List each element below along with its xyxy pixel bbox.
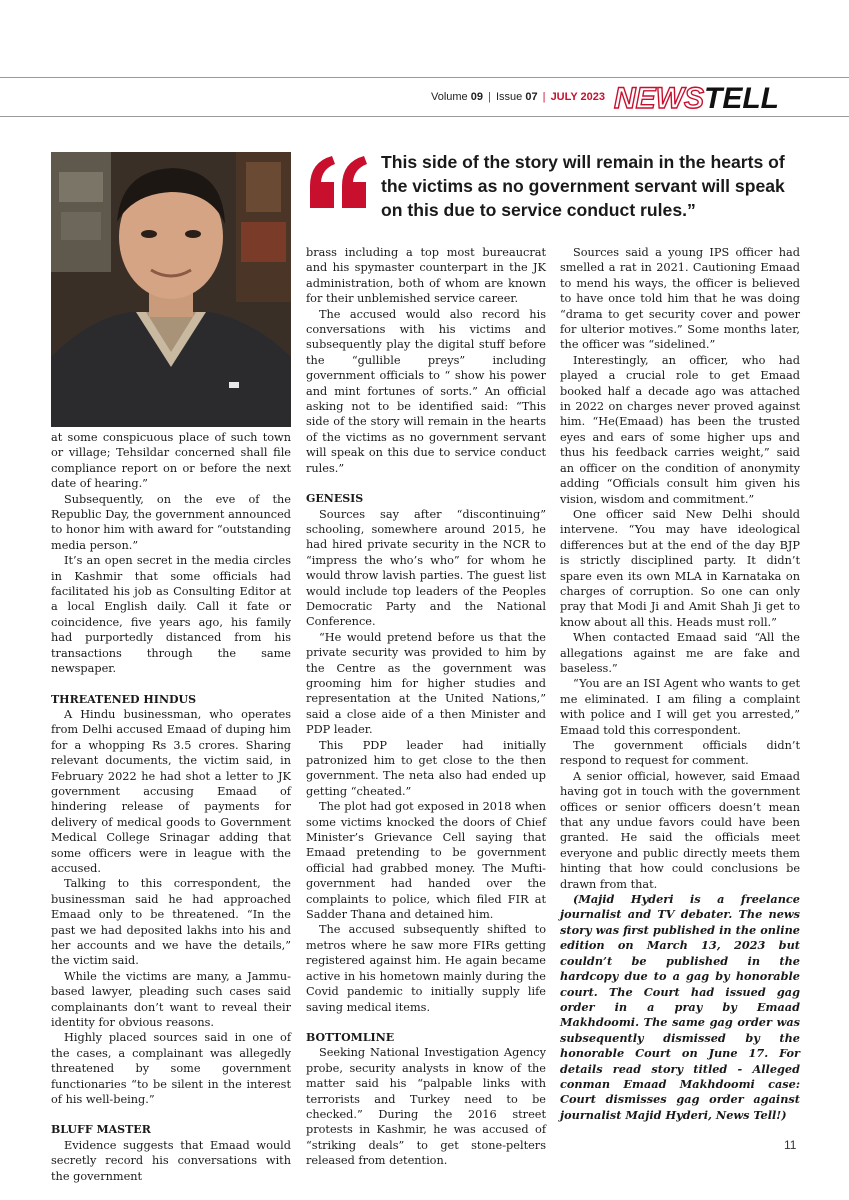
column-3 xyxy=(560,245,800,1123)
issue-label: Issue xyxy=(495,91,523,103)
portrait-photo-graphic xyxy=(51,152,291,427)
issue-line xyxy=(431,91,605,103)
paragraph: The accused would also record his conversations with his victims and subsequently play the digital stuff before the “gullible preys” including government officials to “ show his power and mint fortunes of sorts.” An official asking not to be identified said: “This side of the story will remain in the hearts of the victims as no government servant will speak on this due to service conduct rules.” xyxy=(306,307,546,475)
column-2 xyxy=(306,245,546,1169)
volume-number: 09 xyxy=(470,91,483,103)
paragraph: A Hindu businessman, who operates from Delhi accused Emaad of duping him for a whopping Rs 3.5 crores. Sharing relevant documents, the victim said, in February 2022 he had shot a letter to JK government accusing Emaad of hindering release of payments for delivery of medical goods to Government Medical College Srinagar adding that some officers were in league with the accused. xyxy=(51,707,291,875)
issue-date: JULY 2023 xyxy=(550,91,605,103)
paragraph: Talking to this correspondent, the businessman said he had approached Emaad only to be threatened. “In the past we had deposited lakhs into his and her accounts and we have the details,” the victim said. xyxy=(51,877,291,968)
paragraph: A senior official, however, said Emaad having got in touch with the government offices or senior officers doesn’t mean that any undue favors could have been granted. He said the officials meet everyone and public directly meets them hinting that how could conclusions be drawn from that. xyxy=(560,769,800,891)
issue-number: 07 xyxy=(525,91,538,103)
paragraph: “You are an ISI Agent who wants to get me eliminated. I am filing a complaint with police and I will get you arrested,” Emaad told this correspondent. xyxy=(560,677,800,737)
paragraph: brass including a top most bureaucrat and his spymaster counterpart in the JK administration, both of whom are known for their unblemished service career. xyxy=(306,246,546,306)
paragraph: Interestingly, an officer, who had played a crucial role to get Emaad booked half a decade ago was attached in 2022 on charges never proved against him. “He(Emaad) has been the trusted eyes and ears of some higher ups and thus his feedback carries weight,” said an officer on the condition of anonymity adding “Officials consult him given his vision, wisdom and commitment.” xyxy=(560,353,800,506)
page-number: 11 xyxy=(784,1138,797,1152)
paragraph: Seeking National Investigation Agency probe, security analysts in know of the matter said his “palpable links with terrorists and Turkey need to be checked.” During the 2016 street protests in Kashmir, he was accused of “striking deals” to get stone-pelters released from detention. xyxy=(306,1046,546,1168)
subheading-bottomline: BOTTOMLINE xyxy=(306,1030,395,1044)
quote-mark-icon xyxy=(306,150,372,214)
logo-tell: TELL xyxy=(704,82,779,115)
paragraph: “He would pretend before us that the private security was provided to him by the Centre as the government was grooming him for higher studies and representation at the United Nations,” said a close aide of a then Minister and PDP leader. xyxy=(306,630,546,737)
paragraph: It’s an open secret in the media circles in Kashmir that some officials had facilitated his job as Consulting Editor at a local English daily. Call it fate or coincidence, five years ago, his family had purportedly distanced from his transactions through the same newspaper. xyxy=(51,554,291,676)
paragraph: While the victims are many, a Jammu-based lawyer, pleading such cases said complainants don’t want to reveal their identity for obvious reasons. xyxy=(51,969,291,1030)
author-note: (Majid Hyderi is a freelance journalist and TV debater. The news story was first published in the online edition on March 13, 2023 but couldn’t be published in the hardcopy due to a gag by honorable court. The Court had issued gag order in a pray by Emaad Makhdoomi. The same gag order was subsequently dismissed by the honorable Court on June 17. For details read story titled - Alleged conman Emaad Makhdoomi case: Court dismisses gag order against journalist Majid Hyderi, News Tell!) xyxy=(560,892,800,1122)
top-rule xyxy=(0,77,849,78)
paragraph: Sources said a young IPS officer had smelled a rat in 2021. Cautioning Emaad to mend his ways, the officer is believed to have once told him that he was doing “drama to get security cover and power for ulterior motives.” Some months later, the officer was “sidelined.” xyxy=(560,246,800,352)
separator: | xyxy=(542,91,546,103)
paragraph: at some conspicuous place of such town or village; Tehsildar concerned shall file compliance report on or before the next date of hearing.” xyxy=(51,431,291,491)
paragraph: Sources say after “discontinuing” schooling, somewhere around 2015, he had hired private security in the NCR to “impress the who’s who” for whom he would throw lavish parties. The guest list would include top leaders of the Peoples Democratic Party and the National Conference. xyxy=(306,507,546,629)
paragraph: Evidence suggests that Emaad would secretly record his conversations with the government xyxy=(51,1138,291,1183)
portrait-photo xyxy=(51,152,291,427)
paragraph: When contacted Emaad said “All the allegations against me are fake and baseless.” xyxy=(560,631,800,675)
volume-label: Volume xyxy=(430,91,468,103)
header-rule xyxy=(0,116,849,117)
subheading-bluff-master: BLUFF MASTER xyxy=(51,1123,151,1137)
newstell-logo xyxy=(614,82,779,116)
paragraph: The plot had got exposed in 2018 when some victims knocked the doors of Chief Minister’s Grievance Cell saying that Emaad pretending to be government official had grabbed money. The Mufti-government had handed over the complaints to police, which filed FIR at Sadder Thana and detained him. xyxy=(306,800,546,922)
paragraph: Subsequently, on the eve of the Republic Day, the government announced to honor him with award for “outstanding media person.” xyxy=(51,492,291,552)
column-1 xyxy=(51,430,291,1184)
subheading-genesis: GENESIS xyxy=(306,492,364,506)
paragraph: One officer said New Delhi should intervene. “You may have ideological differences but at the end of the day BJP is strictly disciplined party. It didn’t spare even its own MLA in Karnataka on charges of corruption. So one can only pray that Modi Ji and Amit Shah Ji get to know about all this. Heads must roll.” xyxy=(560,507,800,629)
paragraph: The government officials didn’t respond to request for comment. xyxy=(560,739,800,768)
logo-news: NEWS xyxy=(614,82,704,115)
paragraph: The accused subsequently shifted to metros where he saw more FIRs getting registered against him. He again became active in his hometown mainly during the Covid pandemic to initially supply life saving medical items. xyxy=(306,923,546,1014)
subheading-threatened-hindus: THREATENED HINDUS xyxy=(51,692,197,706)
pull-quote: This side of the story will remain in the hearts of the victims as no government servant will speak on this due to service conduct rules.” xyxy=(381,152,785,221)
paragraph: Highly placed sources said in one of the cases, a complainant was allegedly threatened by some government functionaries “to be silent in the interest of his well-being.” xyxy=(51,1031,291,1107)
paragraph: This PDP leader had initially patronized him to get close to the then government. The neta also had ended up getting “cheated.” xyxy=(306,738,546,798)
separator: | xyxy=(488,91,491,103)
